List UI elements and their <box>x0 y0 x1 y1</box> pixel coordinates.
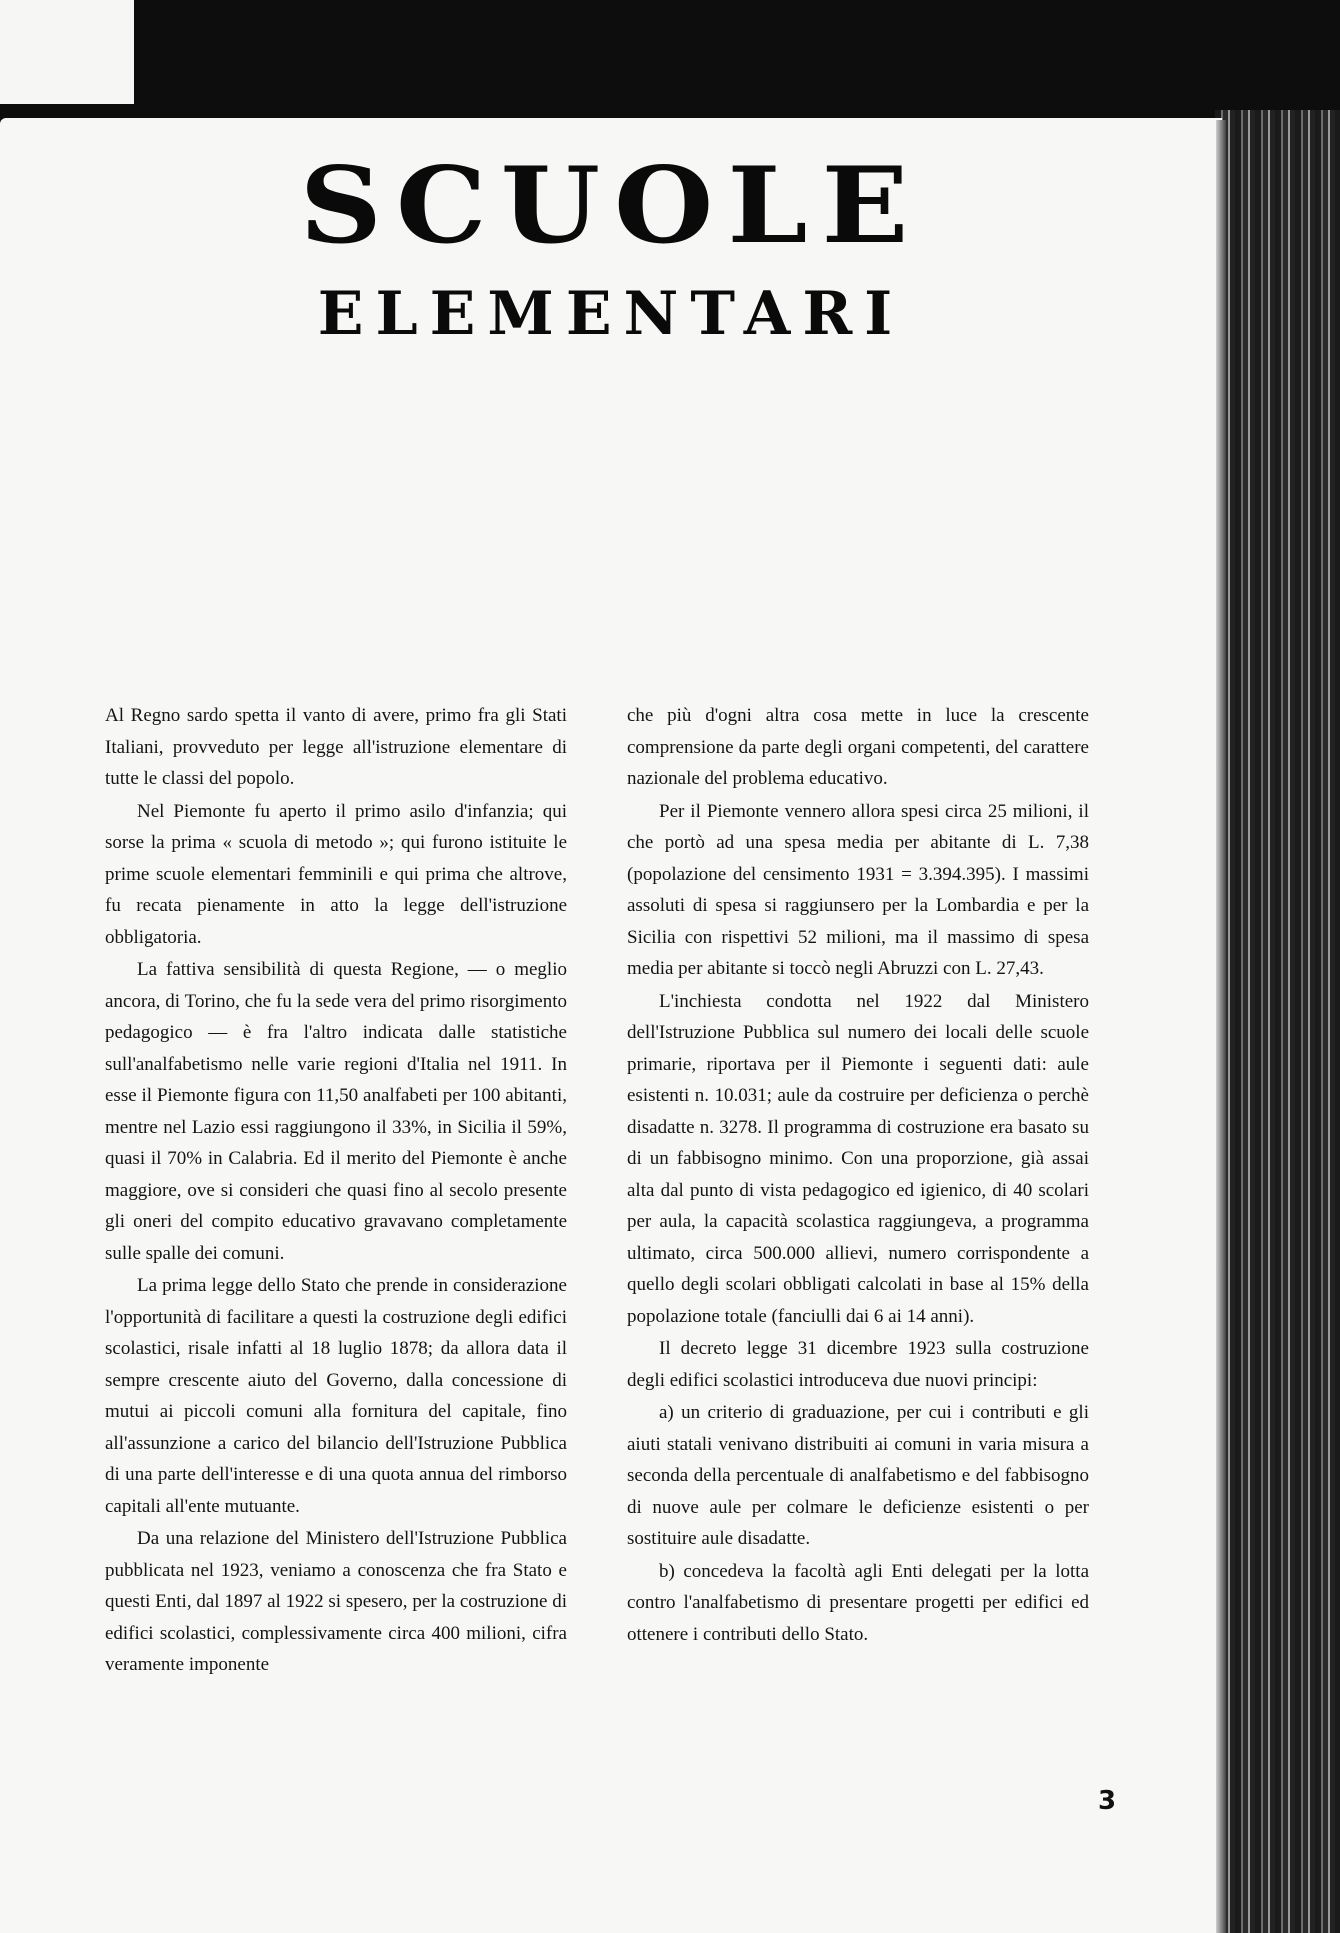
paragraph-continued: che più d'ogni altra cosa mette in luce la crescente comprensione da parte degli organi competenti, del carattere nazionale del problema educativo. <box>627 705 1089 789</box>
paragraph: Il decreto legge 31 dicembre 1923 sulla costruzione degli edifici scolastici introduceva due nuovi principi: <box>627 1338 1089 1391</box>
paragraph: La prima legge dello Stato che prende in considerazione l'opportunità di facilitare a questi la costruzione degli edifici scolastici, risale infatti al 18 luglio 1878; da allora data il sempre crescente aiuto del Governo, dalla concessione di mutui ai piccoli comuni alla fornitura del capitale, fino all'assunzione a carico del bilancio dell'Istruzione Pubblica di una parte dell'interesse e di una quota annua del rimborso capitali all'ente mutuante. <box>105 1275 567 1517</box>
paragraph: Da una relazione del Ministero dell'Istruzione Pubblica pubblicata nel 1923, veniamo a conoscenza che fra Stato e questi Enti, dal 1897 al 1922 si spesero, per la costruzione di edifici scolastici, complessivamente circa 400 milioni, cifra veramente imponente <box>105 1528 567 1675</box>
previous-page-corner <box>0 0 134 104</box>
page-number: 3 <box>1098 1786 1117 1816</box>
list-item-a: a) un criterio di graduazione, per cui i contributi e gli aiuti statali venivano distribuiti ai comuni in varia misura a seconda della percentuale di analfabetismo e del fabbisogno di nuove aule per colmare le deficienze esistenti o per sostituire aule disadatte. <box>627 1402 1089 1549</box>
paragraph: L'inchiesta condotta nel 1922 dal Ministero dell'Istruzione Pubblica sul numero dei locali delle scuole primarie, riportava per il Piemonte i seguenti dati: aule esistenti n. 10.031; aule da costruire per deficienza o perchè disadatte n. 3278. Il programma di costruzione era basato su di un fabbisogno minimo. Con una proporzione, già assai alta dal punto di vista pedagogico ed igienico, di 40 scolari per aula, la capacità scolastica raggiungeva, a programma ultimato, circa 500.000 allievi, numero corrispondente a quello degli scolari obbligati calcolati in base al 15% della popolazione totale (fanciulli dai 6 ai 14 anni). <box>627 990 1089 1327</box>
left-text-column <box>105 700 567 1682</box>
paragraph: Nel Piemonte fu aperto il primo asilo d'infanzia; qui sorse la prima « scuola di metodo »; qui furono istituite le prime scuole elementari femminili e qui prima che altrove, fu recata pienamente in atto la legge dell'istruzione obbligatoria. <box>105 800 567 948</box>
title-line-2: ELEMENTARI <box>317 279 905 349</box>
page-edge-shadow <box>1216 120 1226 1933</box>
dark-background-band <box>0 0 1340 120</box>
paragraph: La fattiva sensibilità di questa Regione, — o meglio ancora, di Torino, che fu la sede vera del primo risorgimento pedagogico — è fra l'altro indicata dalle statistiche sull'analfabetismo nelle varie regioni d'Italia nel 1911. In esse il Piemonte figura con 11,50 analfabeti per 100 abitanti, mentre nel Lazio essi raggiungono il 33%, in Sicilia il 59%, quasi il 70% in Calabria. Ed il merito del Piemonte è anche maggiore, ove si consideri che quasi fino al secolo presente gli oneri del compito educativo gravavano completamente sulle spalle dei comuni. <box>105 959 567 1264</box>
list-item-b: b) concedeva la facoltà agli Enti delegati per la lotta contro l'analfabetismo di presentare progetti per edifici ed ottenere i contributi dello Stato. <box>627 1560 1089 1645</box>
title-line-1: SCUOLE <box>299 143 923 267</box>
right-text-column <box>627 700 1089 1651</box>
book-spine <box>1215 110 1340 1933</box>
paragraph: Per il Piemonte vennero allora spesi circa 25 milioni, il che portò ad una spesa media per abitante di L. 7,38 (popolazione del censimento 1931 = 3.394.395). I massimi assoluti di spesa si raggiunsero per la Lombardia e per la Sicilia con rispettivi 52 milioni, ma il massimo di spesa media per abitante si toccò negli Abruzzi con L. 27,43. <box>627 800 1089 979</box>
paragraph: Al Regno sardo spetta il vanto di avere, primo fra gli Stati Italiani, provveduto per legge all'istruzione elementare di tutte le classi del popolo. <box>105 705 567 789</box>
